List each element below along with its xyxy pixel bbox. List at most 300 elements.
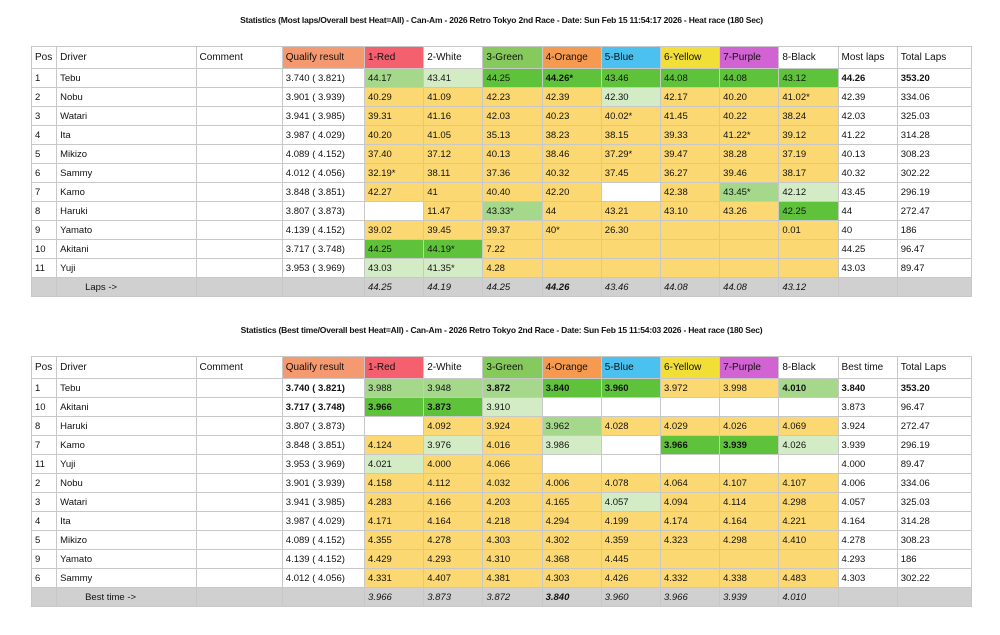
lane-cell: 40.40 xyxy=(483,183,542,202)
table-row xyxy=(32,531,972,550)
footer-label: Best time -> xyxy=(57,588,196,607)
best-time-cell: 4.293 xyxy=(838,550,897,569)
lane-cell: 39.47 xyxy=(660,145,719,164)
qualify-cell: 4.089 ( 4.152) xyxy=(282,145,364,164)
lane-cell: 4.078 xyxy=(601,474,660,493)
lane-cell: 3.872 xyxy=(483,379,542,398)
lane-cell: 41.45 xyxy=(660,107,719,126)
lane-cell: 3.962 xyxy=(542,417,601,436)
pos-cell: 4 xyxy=(32,126,57,145)
column-header: 1-Red xyxy=(365,47,424,69)
comment-cell xyxy=(196,531,282,550)
lane-cell xyxy=(720,455,779,474)
lane-cell: 39.46 xyxy=(720,164,779,183)
lane-cell: 40.32 xyxy=(542,164,601,183)
total-laps-cell: 96.47 xyxy=(897,398,971,417)
lane-cell: 41.16 xyxy=(424,107,483,126)
most-laps-table xyxy=(31,46,972,297)
column-header: Total Laps xyxy=(897,357,971,379)
table-row xyxy=(32,417,972,436)
lane-cell: 4.114 xyxy=(720,493,779,512)
table-row xyxy=(32,493,972,512)
lane-cell xyxy=(542,240,601,259)
lane-cell: 42.23 xyxy=(483,88,542,107)
table-row xyxy=(32,145,972,164)
driver-cell: Haruki xyxy=(57,417,196,436)
pos-cell: 8 xyxy=(32,417,57,436)
lane-cell: 4.026 xyxy=(779,436,838,455)
pos-cell: 3 xyxy=(32,107,57,126)
column-header: Driver xyxy=(57,357,196,379)
lane-cell: 44.08 xyxy=(720,69,779,88)
lane-cell: 0.01 xyxy=(779,221,838,240)
column-header: Driver xyxy=(57,47,196,69)
lane-cell: 41 xyxy=(424,183,483,202)
lane-cell: 4.112 xyxy=(424,474,483,493)
lane-cell: 44 xyxy=(542,202,601,221)
lane-cell: 41.22* xyxy=(720,126,779,145)
lane-cell: 4.445 xyxy=(601,550,660,569)
footer-pos xyxy=(32,278,57,297)
lane-cell: 38.46 xyxy=(542,145,601,164)
lane-cell: 4.006 xyxy=(542,474,601,493)
lane-cell: 4.293 xyxy=(424,550,483,569)
total-laps-cell: 296.19 xyxy=(897,436,971,455)
lane-cell: 36.27 xyxy=(660,164,719,183)
comment-cell xyxy=(196,474,282,493)
footer-label: Laps -> xyxy=(57,278,196,297)
pos-cell: 2 xyxy=(32,88,57,107)
lane-cell xyxy=(779,240,838,259)
footer-best-value: 3.966 xyxy=(365,588,424,607)
lane-cell xyxy=(720,259,779,278)
pos-cell: 10 xyxy=(32,398,57,417)
lane-cell: 41.02* xyxy=(779,88,838,107)
column-header: Comment xyxy=(196,47,282,69)
column-header: 7-Purple xyxy=(720,357,779,379)
qualify-cell: 4.139 ( 4.152) xyxy=(282,221,364,240)
column-header: Best time xyxy=(838,357,897,379)
most-laps-cell: 41.22 xyxy=(838,126,897,145)
driver-cell: Watari xyxy=(57,493,196,512)
lane-cell xyxy=(601,436,660,455)
lane-cell: 40.23 xyxy=(542,107,601,126)
lane-cell: 3.840 xyxy=(542,379,601,398)
lane-cell: 43.33* xyxy=(483,202,542,221)
table-row xyxy=(32,202,972,221)
qualify-cell: 3.807 ( 3.873) xyxy=(282,202,364,221)
most-laps-cell: 40.13 xyxy=(838,145,897,164)
lane-cell: 4.331 xyxy=(365,569,424,588)
total-laps-cell: 272.47 xyxy=(897,417,971,436)
footer-best-value: 44.08 xyxy=(720,278,779,297)
lane-cell: 7.22 xyxy=(483,240,542,259)
footer-best-value: 3.873 xyxy=(424,588,483,607)
lane-cell: 3.972 xyxy=(660,379,719,398)
footer-best-value: 44.25 xyxy=(483,278,542,297)
lane-cell: 42.39 xyxy=(542,88,601,107)
footer-best-value: 44.19 xyxy=(424,278,483,297)
pos-cell: 5 xyxy=(32,145,57,164)
lane-cell: 40* xyxy=(542,221,601,240)
lane-cell: 39.37 xyxy=(483,221,542,240)
lane-cell xyxy=(365,202,424,221)
lane-cell xyxy=(779,455,838,474)
table-row xyxy=(32,126,972,145)
footer-row xyxy=(32,278,972,297)
comment-cell xyxy=(196,107,282,126)
best-time-cell: 4.303 xyxy=(838,569,897,588)
footer-best-value: 3.840 xyxy=(542,588,601,607)
lane-cell: 39.12 xyxy=(779,126,838,145)
lane-cell: 3.960 xyxy=(601,379,660,398)
pos-cell: 2 xyxy=(32,474,57,493)
lane-cell xyxy=(779,398,838,417)
pos-cell: 6 xyxy=(32,164,57,183)
footer-stat xyxy=(838,588,897,607)
lane-cell: 39.45 xyxy=(424,221,483,240)
column-header: Comment xyxy=(196,357,282,379)
lane-cell xyxy=(365,417,424,436)
pos-cell: 9 xyxy=(32,550,57,569)
pos-cell: 7 xyxy=(32,183,57,202)
column-header: 1-Red xyxy=(365,357,424,379)
column-header: 4-Orange xyxy=(542,47,601,69)
driver-cell: Yamato xyxy=(57,550,196,569)
pos-cell: 3 xyxy=(32,493,57,512)
lane-cell: 42.20 xyxy=(542,183,601,202)
total-laps-cell: 96.47 xyxy=(897,240,971,259)
column-header: 8-Black xyxy=(779,47,838,69)
lane-cell: 44.17 xyxy=(365,69,424,88)
most-laps-cell: 43.03 xyxy=(838,259,897,278)
column-header: 6-Yellow xyxy=(660,47,719,69)
driver-cell: Ita xyxy=(57,512,196,531)
lane-cell: 4.094 xyxy=(660,493,719,512)
total-laps-cell: 302.22 xyxy=(897,569,971,588)
lane-cell xyxy=(660,259,719,278)
column-header: 2-White xyxy=(424,357,483,379)
lane-cell: 4.032 xyxy=(483,474,542,493)
comment-cell xyxy=(196,436,282,455)
total-laps-cell: 89.47 xyxy=(897,455,971,474)
best-time-cell: 3.840 xyxy=(838,379,897,398)
column-header: Qualify result xyxy=(282,47,364,69)
driver-cell: Yamato xyxy=(57,221,196,240)
column-header: 7-Purple xyxy=(720,47,779,69)
pos-cell: 10 xyxy=(32,240,57,259)
lane-cell: 40.13 xyxy=(483,145,542,164)
qualify-cell: 3.953 ( 3.969) xyxy=(282,259,364,278)
comment-cell xyxy=(196,569,282,588)
lane-cell: 32.19* xyxy=(365,164,424,183)
lane-cell: 38.11 xyxy=(424,164,483,183)
best-time-title: Statistics (Best time/Overall best Heat=All) - Can-Am - 2026 Retro Tokyo 2nd Race - Date: Sun Feb 15 11:54:03 2026 - Heat race (180 Sec) xyxy=(240,325,763,335)
lane-cell xyxy=(720,240,779,259)
footer-qualify xyxy=(282,588,364,607)
lane-cell: 43.45* xyxy=(720,183,779,202)
comment-cell xyxy=(196,221,282,240)
most-laps-cell: 40.32 xyxy=(838,164,897,183)
footer-best-value: 4.010 xyxy=(779,588,838,607)
lane-cell: 44.25 xyxy=(365,240,424,259)
total-laps-cell: 272.47 xyxy=(897,202,971,221)
lane-cell: 43.10 xyxy=(660,202,719,221)
most-laps-cell: 42.03 xyxy=(838,107,897,126)
lane-cell: 43.46 xyxy=(601,69,660,88)
lane-cell: 39.33 xyxy=(660,126,719,145)
footer-best-value: 3.872 xyxy=(483,588,542,607)
comment-cell xyxy=(196,126,282,145)
lane-cell: 4.303 xyxy=(542,569,601,588)
lane-cell: 4.158 xyxy=(365,474,424,493)
comment-cell xyxy=(196,493,282,512)
driver-cell: Ita xyxy=(57,126,196,145)
column-header: Qualify result xyxy=(282,357,364,379)
most-laps-cell: 44 xyxy=(838,202,897,221)
footer-best-value: 43.12 xyxy=(779,278,838,297)
driver-cell: Tebu xyxy=(57,379,196,398)
best-time-cell: 4.006 xyxy=(838,474,897,493)
lane-cell: 43.03 xyxy=(365,259,424,278)
lane-cell: 41.05 xyxy=(424,126,483,145)
lane-cell: 4.203 xyxy=(483,493,542,512)
comment-cell xyxy=(196,240,282,259)
table-row xyxy=(32,436,972,455)
most-laps-cell: 44.25 xyxy=(838,240,897,259)
table-row xyxy=(32,398,972,417)
lane-cell xyxy=(542,398,601,417)
column-header: 2-White xyxy=(424,47,483,69)
table-row xyxy=(32,512,972,531)
driver-cell: Watari xyxy=(57,107,196,126)
table-row xyxy=(32,221,972,240)
lane-cell: 3.988 xyxy=(365,379,424,398)
pos-cell: 11 xyxy=(32,259,57,278)
lane-cell: 40.20 xyxy=(720,88,779,107)
best-time-table xyxy=(31,356,972,607)
lane-cell: 3.924 xyxy=(483,417,542,436)
qualify-cell: 3.953 ( 3.969) xyxy=(282,455,364,474)
best-time-cell: 4.057 xyxy=(838,493,897,512)
lane-cell: 37.45 xyxy=(601,164,660,183)
footer-comment xyxy=(196,588,282,607)
lane-cell: 3.976 xyxy=(424,436,483,455)
table-row xyxy=(32,69,972,88)
qualify-cell: 3.941 ( 3.985) xyxy=(282,107,364,126)
table-row xyxy=(32,88,972,107)
best-time-cell: 4.000 xyxy=(838,455,897,474)
best-time-cell: 4.164 xyxy=(838,512,897,531)
footer-best-value: 44.25 xyxy=(365,278,424,297)
qualify-cell: 3.901 ( 3.939) xyxy=(282,88,364,107)
qualify-cell: 4.012 ( 4.056) xyxy=(282,164,364,183)
pos-cell: 6 xyxy=(32,569,57,588)
comment-cell xyxy=(196,455,282,474)
column-header: 3-Green xyxy=(483,47,542,69)
lane-cell: 4.355 xyxy=(365,531,424,550)
lane-cell: 4.483 xyxy=(779,569,838,588)
driver-cell: Yuji xyxy=(57,455,196,474)
lane-cell: 4.164 xyxy=(424,512,483,531)
lane-cell xyxy=(660,398,719,417)
lane-cell: 4.338 xyxy=(720,569,779,588)
lane-cell: 42.17 xyxy=(660,88,719,107)
lane-cell: 4.359 xyxy=(601,531,660,550)
column-header: 5-Blue xyxy=(601,357,660,379)
lane-cell: 4.000 xyxy=(424,455,483,474)
qualify-cell: 3.717 ( 3.748) xyxy=(282,398,364,417)
column-header: Most laps xyxy=(838,47,897,69)
lane-cell: 44.19* xyxy=(424,240,483,259)
table-row xyxy=(32,259,972,278)
lane-cell: 4.124 xyxy=(365,436,424,455)
column-header: 8-Black xyxy=(779,357,838,379)
comment-cell xyxy=(196,183,282,202)
total-laps-cell: 334.06 xyxy=(897,474,971,493)
lane-cell: 3.986 xyxy=(542,436,601,455)
lane-cell: 44.25 xyxy=(483,69,542,88)
lane-cell: 26.30 xyxy=(601,221,660,240)
lane-cell: 37.29* xyxy=(601,145,660,164)
footer-best-value: 43.46 xyxy=(601,278,660,297)
table-row xyxy=(32,550,972,569)
driver-cell: Sammy xyxy=(57,569,196,588)
qualify-cell: 4.089 ( 4.152) xyxy=(282,531,364,550)
lane-cell xyxy=(660,240,719,259)
lane-cell: 3.910 xyxy=(483,398,542,417)
lane-cell: 40.22 xyxy=(720,107,779,126)
lane-cell: 4.016 xyxy=(483,436,542,455)
lane-cell: 38.28 xyxy=(720,145,779,164)
table-row xyxy=(32,164,972,183)
lane-cell: 38.23 xyxy=(542,126,601,145)
most-laps-title: Statistics (Most laps/Overall best Heat=All) - Can-Am - 2026 Retro Tokyo 2nd Race - Date: Sun Feb 15 11:54:17 2026 - Heat race (180 Sec) xyxy=(240,15,763,25)
lane-cell: 43.21 xyxy=(601,202,660,221)
pos-cell: 1 xyxy=(32,379,57,398)
lane-cell: 39.02 xyxy=(365,221,424,240)
total-laps-cell: 353.20 xyxy=(897,69,971,88)
driver-cell: Nobu xyxy=(57,474,196,493)
pos-cell: 4 xyxy=(32,512,57,531)
lane-cell: 4.407 xyxy=(424,569,483,588)
lane-cell: 4.057 xyxy=(601,493,660,512)
lane-cell: 38.17 xyxy=(779,164,838,183)
lane-cell: 38.15 xyxy=(601,126,660,145)
pos-cell: 1 xyxy=(32,69,57,88)
total-laps-cell: 314.28 xyxy=(897,512,971,531)
table-row xyxy=(32,379,972,398)
lane-cell: 40.29 xyxy=(365,88,424,107)
lane-cell: 4.221 xyxy=(779,512,838,531)
lane-cell: 4.021 xyxy=(365,455,424,474)
table-row xyxy=(32,183,972,202)
total-laps-cell: 325.03 xyxy=(897,107,971,126)
qualify-cell: 4.139 ( 4.152) xyxy=(282,550,364,569)
most-laps-cell: 44.26 xyxy=(838,69,897,88)
lane-cell: 42.12 xyxy=(779,183,838,202)
lane-cell: 4.303 xyxy=(483,531,542,550)
footer-total xyxy=(897,588,971,607)
qualify-cell: 3.848 ( 3.851) xyxy=(282,183,364,202)
lane-cell: 11.47 xyxy=(424,202,483,221)
lane-cell: 37.36 xyxy=(483,164,542,183)
lane-cell: 41.09 xyxy=(424,88,483,107)
column-header: 4-Orange xyxy=(542,357,601,379)
total-laps-cell: 89.47 xyxy=(897,259,971,278)
qualify-cell: 3.848 ( 3.851) xyxy=(282,436,364,455)
lane-cell: 4.164 xyxy=(720,512,779,531)
footer-best-value: 3.966 xyxy=(660,588,719,607)
footer-best-value: 3.939 xyxy=(720,588,779,607)
lane-cell: 40.02* xyxy=(601,107,660,126)
lane-cell: 4.298 xyxy=(779,493,838,512)
lane-cell: 4.171 xyxy=(365,512,424,531)
lane-cell: 4.026 xyxy=(720,417,779,436)
comment-cell xyxy=(196,259,282,278)
best-time-cell: 3.924 xyxy=(838,417,897,436)
lane-cell: 4.107 xyxy=(720,474,779,493)
driver-cell: Mikizo xyxy=(57,531,196,550)
lane-cell: 43.26 xyxy=(720,202,779,221)
lane-cell: 37.19 xyxy=(779,145,838,164)
lane-cell: 40.20 xyxy=(365,126,424,145)
driver-cell: Sammy xyxy=(57,164,196,183)
qualify-cell: 3.740 ( 3.821) xyxy=(282,69,364,88)
lane-cell: 4.165 xyxy=(542,493,601,512)
lane-cell: 4.028 xyxy=(601,417,660,436)
qualify-cell: 3.987 ( 4.029) xyxy=(282,126,364,145)
lane-cell: 4.166 xyxy=(424,493,483,512)
comment-cell xyxy=(196,164,282,183)
lane-cell: 4.064 xyxy=(660,474,719,493)
footer-pos xyxy=(32,588,57,607)
footer-best-value: 44.26 xyxy=(542,278,601,297)
lane-cell: 4.199 xyxy=(601,512,660,531)
lane-cell xyxy=(601,398,660,417)
lane-cell xyxy=(779,259,838,278)
footer-comment xyxy=(196,278,282,297)
driver-cell: Haruki xyxy=(57,202,196,221)
lane-cell: 42.03 xyxy=(483,107,542,126)
driver-cell: Yuji xyxy=(57,259,196,278)
lane-cell: 4.332 xyxy=(660,569,719,588)
lane-cell: 4.426 xyxy=(601,569,660,588)
total-laps-cell: 186 xyxy=(897,221,971,240)
footer-stat xyxy=(838,278,897,297)
lane-cell: 4.28 xyxy=(483,259,542,278)
lane-cell xyxy=(601,183,660,202)
driver-cell: Nobu xyxy=(57,88,196,107)
total-laps-cell: 308.23 xyxy=(897,531,971,550)
lane-cell: 43.12 xyxy=(779,69,838,88)
lane-cell: 4.066 xyxy=(483,455,542,474)
lane-cell: 4.010 xyxy=(779,379,838,398)
total-laps-cell: 353.20 xyxy=(897,379,971,398)
pos-cell: 8 xyxy=(32,202,57,221)
lane-cell xyxy=(601,259,660,278)
lane-cell: 3.873 xyxy=(424,398,483,417)
qualify-cell: 3.807 ( 3.873) xyxy=(282,417,364,436)
lane-cell: 4.298 xyxy=(720,531,779,550)
lane-cell xyxy=(720,398,779,417)
lane-cell: 4.174 xyxy=(660,512,719,531)
total-laps-cell: 308.23 xyxy=(897,145,971,164)
comment-cell xyxy=(196,398,282,417)
pos-cell: 7 xyxy=(32,436,57,455)
header-row xyxy=(32,357,972,379)
lane-cell: 41.35* xyxy=(424,259,483,278)
